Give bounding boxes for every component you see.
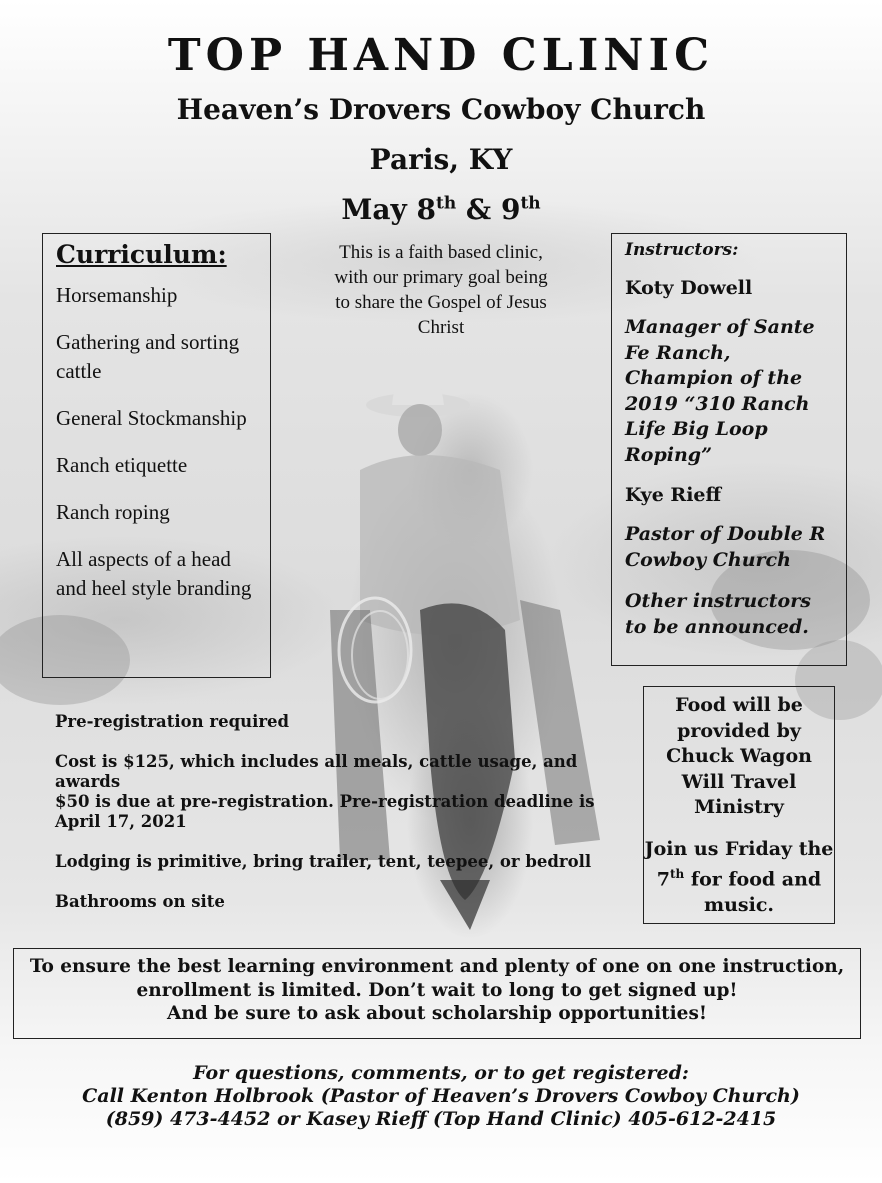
contact-line: For questions, comments, or to get registered: <box>193 1062 689 1084</box>
instructors-box <box>611 233 847 666</box>
instructor-description: Manager of Sante Fe Ranch, Champion of the 2019 “310 Ranch Life Big Loop Roping” <box>625 316 815 466</box>
notice-line: enrollment is limited. Don’t wait to long to get signed up! <box>136 979 738 1001</box>
faith-statement: This is a faith based clinic, with our primary goal being to share the Gospel of Jesus Christ <box>334 242 548 338</box>
deposit-note: $50 is due at pre-registration. Pre-registration deadline is April 17, 2021 <box>55 792 595 831</box>
instructors-heading: Instructors: <box>625 240 739 260</box>
contact-info <box>0 1062 882 1131</box>
instructor-name: Koty Dowell <box>625 277 753 299</box>
event-dates: May 8th & 9th <box>341 193 541 226</box>
curriculum-item: General Stockmanship <box>56 406 247 430</box>
curriculum-item: Ranch etiquette <box>56 453 188 477</box>
instructor-description: Pastor of Double R Cowboy Church <box>625 523 826 571</box>
notice-line: To ensure the best learning environment and plenty of one on one instruction, <box>29 956 845 977</box>
preregistration-note: Pre-registration required <box>55 712 290 731</box>
contact-line: Call Kenton Holbrook (Pastor of Heaven’s Drovers Cowboy Church) <box>82 1085 800 1107</box>
food-note: Food will be provided by Chuck Wagon Will Travel Ministry <box>666 694 812 818</box>
other-instructors: Other instructors to be announced. <box>625 590 811 638</box>
contact-line: (859) 473-4452 or Kasey Rieff (Top Hand Clinic) 405-612-2415 <box>105 1108 777 1130</box>
curriculum-item: Horsemanship <box>56 283 178 307</box>
registration-details <box>55 712 600 932</box>
bathrooms-note: Bathrooms on site <box>55 892 225 911</box>
curriculum-heading: Curriculum: <box>56 240 227 269</box>
friday-invite: Join us Friday the 7th for food and music. <box>644 837 834 916</box>
curriculum-item: Gathering and sorting cattle <box>56 330 240 383</box>
clinic-title: TOP HAND CLINIC <box>167 30 715 81</box>
curriculum-item: Ranch roping <box>56 500 170 524</box>
lodging-note: Lodging is primitive, bring trailer, tent, teepee, or bedroll <box>55 852 592 871</box>
curriculum-item: All aspects of a head and heel style branding <box>56 547 252 600</box>
location: Paris, KY <box>369 143 513 176</box>
food-box <box>643 686 835 924</box>
church-name: Heaven’s Drovers Cowboy Church <box>176 93 706 126</box>
enrollment-notice <box>13 948 861 1039</box>
instructor-name: Kye Rieff <box>625 484 722 506</box>
notice-line: And be sure to ask about scholarship opportunities! <box>167 1003 707 1024</box>
cost-note: Cost is $125, which includes all meals, cattle usage, and awards <box>55 752 578 791</box>
curriculum-box <box>42 233 271 678</box>
